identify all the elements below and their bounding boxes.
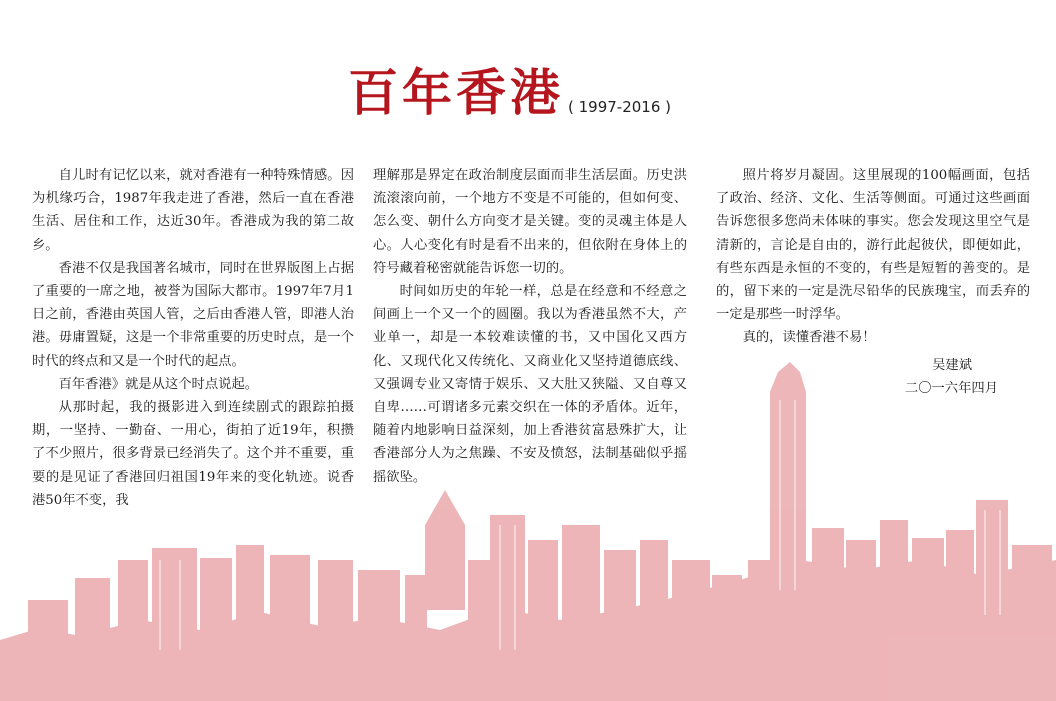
paragraph: 自儿时有记忆以来，就对香港有一种特殊情感。因为机缘巧合，1987年我走进了香港，然后一直在香港生活、居住和工作，达近30年。香港成为我的第二故乡。 [32, 168, 354, 253]
paragraph: 香港不仅是我国著名城市，同时在世界版图上占据了重要的一席之地，被誉为国际大都市。1997年7月1日之前，香港由英国人管，之后由香港人管，即港人治港。毋庸置疑，这是一个非常重要的历史时点，是一个时代的终点和又是一个时代的起点。 [32, 260, 354, 369]
paragraph: 百年香港》就是从这个时点说起。 [58, 376, 259, 392]
text-column-3 [716, 164, 1030, 400]
signature [716, 354, 1030, 400]
paragraph: 理解那是界定在政治制度层面而非生活层面。历史洪流滚滚向前，一个地方不变是不可能的，但如何变、怎么变、朝什么方向变才是关键。变的灵魂主体是人心。人心变化有时是看不出来的，但依附在身体上的符号藏着秘密就能告诉您一切的。 [373, 168, 687, 276]
text-column-1 [32, 164, 354, 512]
signature-date: 二〇一六年四月 [904, 380, 998, 396]
page-title: 百年香港 [348, 63, 564, 122]
author-name: 吴建斌 [932, 357, 972, 373]
paragraph: 真的，读懂香港不易！ [742, 330, 876, 346]
paragraph: 从那时起，我的摄影进入到连续剧式的跟踪拍摄期，一坚持、一勤奋、一用心，街拍了近19年，积攒了不少照片，很多背景已经消失了。这个并不重要，重要的是见证了香港回归祖国19年来的变化轨迹。说香港50年不变，我 [32, 400, 354, 508]
text-column-2 [373, 164, 687, 489]
paragraph: 照片将岁月凝固。这里展现的100幅画面，包括了政治、经济、文化、生活等侧面。可通过这些画面告诉您很多您尚未体味的事实。您会发现这里空气是清新的，言论是自由的，游行此起彼伏，即便如此，有些东西是永恒的不变的，有些是短暂的善变的。是的，留下来的一定是洗尽铅华的民族瑰宝，而丢弃的一定是那些一时浮华。 [716, 168, 1030, 323]
year-range: ( 1997-2016 ) [568, 98, 672, 116]
paragraph: 时间如历史的年轮一样，总是在经意和不经意之间画上一个又一个的圆圈。我以为香港虽然不大，产业单一，却是一本较难读懂的书，又中国化又西方化、又现代化又传统化、又商业化又坚持道德底线、又强调专业又寄情于娱乐、又大肚又狭隘、又自尊又自卑……可谓诸多元素交织在一体的矛盾体。近年，随着内地影响日益深刻，加上香港贫富悬殊扩大，让香港部分人为之焦躁、不安及愤怒，法制基础似乎摇摇欲坠。 [373, 284, 687, 485]
title-block [348, 63, 672, 122]
